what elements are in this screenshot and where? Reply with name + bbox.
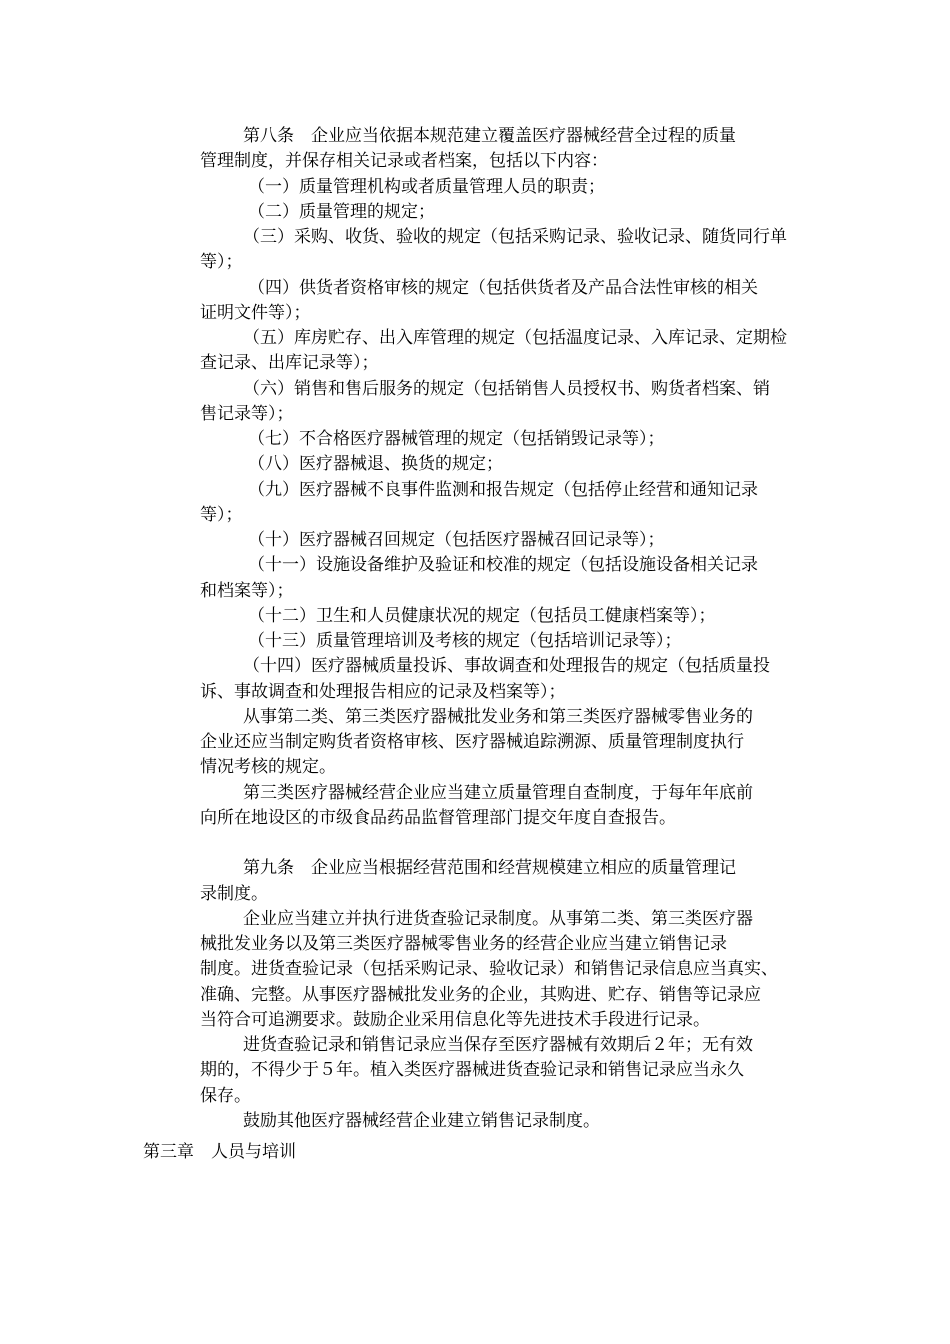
text-line: 械批发业务以及第三类医疗器械零售业务的经营企业应当建立销售记录	[200, 934, 727, 954]
list-item-1: （一）质量管理机构或者质量管理人员的职责；	[248, 177, 605, 197]
text-line: 制度。进货查验记录（包括采购记录、验收记录）和销售记录信息应当真实、	[200, 959, 778, 979]
text-line: 情况考核的规定。	[200, 757, 336, 777]
text-line: 和档案等）；	[200, 581, 294, 601]
paragraph-line: 第三类医疗器械经营企业应当建立质量管理自查制度，于每年年底前	[243, 783, 753, 803]
paragraph-line: 进货查验记录和销售记录应当保存至医疗器械有效期后２年；无有效	[243, 1035, 753, 1055]
text-line: 录制度。	[200, 884, 268, 904]
article-9-heading-line: 第九条 企业应当根据经营范围和经营规模建立相应的质量管理记	[243, 858, 736, 878]
text-line: 期的，不得少于５年。植入类医疗器械进货查验记录和销售记录应当永久	[200, 1060, 744, 1080]
text-line: 管理制度，并保存相关记录或者档案，包括以下内容：	[200, 151, 608, 171]
list-item-11: （十一）设施设备维护及验证和校准的规定（包括设施设备相关记录	[248, 555, 758, 575]
list-item-2: （二）质量管理的规定；	[248, 202, 435, 222]
paragraph-line: 企业应当建立并执行进货查验记录制度。从事第二类、第三类医疗器	[243, 909, 753, 929]
list-item-3: （三）采购、收货、验收的规定（包括采购记录、验收记录、随货同行单	[243, 227, 787, 247]
paragraph-line: 鼓励其他医疗器械经营企业建立销售记录制度。	[243, 1111, 600, 1131]
text-line: 当符合可追溯要求。鼓励企业采用信息化等先进技术手段进行记录。	[200, 1010, 710, 1030]
text-line: 等）；	[200, 505, 243, 525]
list-item-13: （十三）质量管理培训及考核的规定（包括培训记录等）；	[248, 631, 682, 651]
list-item-4: （四）供货者资格审核的规定（包括供货者及产品合法性审核的相关	[248, 278, 758, 298]
text-line: 保存。	[200, 1086, 251, 1106]
article-8-heading-line: 第八条 企业应当依据本规范建立覆盖医疗器械经营全过程的质量	[243, 126, 736, 146]
text-line: 企业还应当制定购货者资格审核、医疗器械追踪溯源、质量管理制度执行	[200, 732, 744, 752]
paragraph-line: 从事第二类、第三类医疗器械批发业务和第三类医疗器械零售业务的	[243, 707, 753, 727]
list-item-7: （七）不合格医疗器械管理的规定（包括销毁记录等）；	[248, 429, 665, 449]
text-line: 等）；	[200, 252, 243, 272]
text-line: 诉、事故调查和处理报告相应的记录及档案等）；	[200, 682, 566, 702]
list-item-14: （十四）医疗器械质量投诉、事故调查和处理报告的规定（包括质量投	[243, 656, 770, 676]
text-line: 证明文件等）；	[200, 303, 311, 323]
list-item-9: （九）医疗器械不良事件监测和报告规定（包括停止经营和通知记录	[248, 480, 758, 500]
chapter-title: 第三章 人员与培训	[143, 1142, 296, 1162]
text-line: 向所在地设区的市级食品药品监督管理部门提交年度自查报告。	[200, 808, 676, 828]
list-item-5: （五）库房贮存、出入库管理的规定（包括温度记录、入库记录、定期检	[243, 328, 787, 348]
text-line: 准确、完整。从事医疗器械批发业务的企业，其购进、贮存、销售等记录应	[200, 985, 761, 1005]
list-item-10: （十）医疗器械召回规定（包括医疗器械召回记录等）；	[248, 530, 665, 550]
text-line: 查记录、出库记录等）；	[200, 353, 379, 373]
list-item-6: （六）销售和售后服务的规定（包括销售人员授权书、购货者档案、销	[243, 379, 770, 399]
list-item-8: （八）医疗器械退、换货的规定；	[248, 454, 503, 474]
list-item-12: （十二）卫生和人员健康状况的规定（包括员工健康档案等）；	[248, 606, 716, 626]
text-line: 售记录等）；	[200, 404, 294, 424]
